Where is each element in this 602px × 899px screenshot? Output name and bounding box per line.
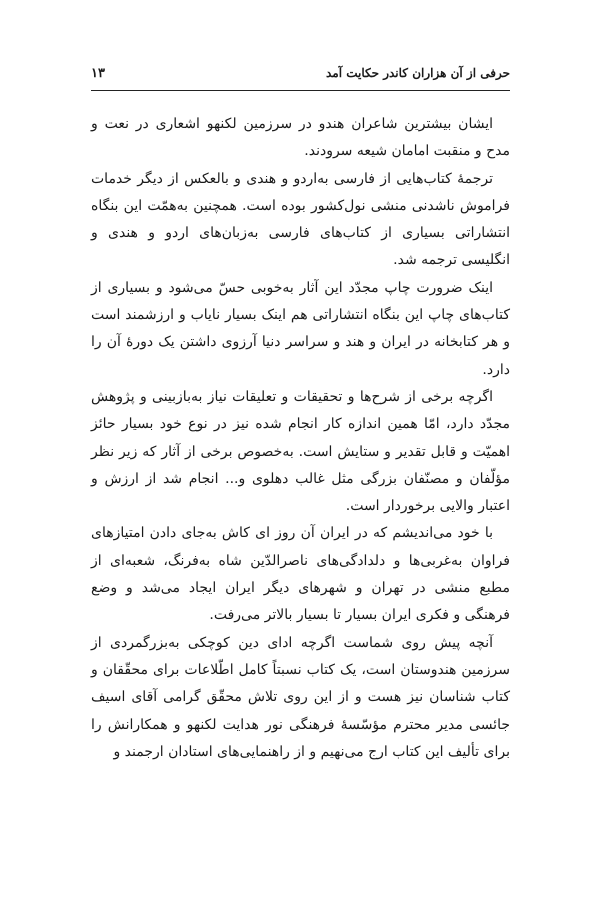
running-header bbox=[91, 66, 510, 88]
paragraph: آنچه پیش روی شماست اگرچه ادای دین کوچکی به‌بزرگمردی از سرزمین هندوستان است، یک کتاب نسبتاً کامل اطّلاعات برای محقّقان و کتاب شناسان نیز هست و از این روی تلاش محقّق گرامی آقای اسیف جائسی مدیر محترم مؤسّسهٔ فرهنگی نور هدایت لکنهو و همکارانش را برای تألیف این کتاب ارج می‌نهیم و از راهنمایی‌های استادان ارجمند و bbox=[91, 634, 510, 760]
paragraph: اگرچه برخی از شرح‌ها و تحقیقات و تعلیقات نیاز به‌بازبینی و پژوهش مجدّد دارد، امّا همین اندازه کار انجام شده نیز در نوع خود بسیار حائز اهمیّت و قابل تقدیر و ستایش است. به‌خصوص برخی از آثار که زیر نظر مؤلّفان و مصنّفان بزرگی مثل غالب دهلوی و... انجام شد از ارزش و اعتبار والایی برخوردار است. bbox=[91, 388, 510, 515]
header-rule bbox=[91, 90, 510, 91]
paragraph: ایشان بیشترین شاعران هندو در سرزمین لکنهو اشعاری در نعت و مدح و منقبت امامان شیعه سرودند. bbox=[91, 116, 510, 160]
page-number: ۱۳ bbox=[91, 66, 105, 81]
paragraph: با خود می‌اندیشم که در ایران آن روز ای کاش به‌جای دادن امتیازهای فراوان به‌غربی‌ها و دلدادگی‌های ناصرالدّین شاه به‌فرنگ، شعبه‌ای از مطبع منشی در تهران و شهرهای دیگر ایران ایجاد می‌شد و وضع فرهنگی و فکری ایران بسیار تا بسیار بالاتر می‌رفت. bbox=[91, 525, 510, 624]
running-title: حرفی از آن هزاران کاندر حکایت آمد bbox=[325, 66, 510, 80]
paragraph: ترجمهٔ کتاب‌هایی از فارسی به‌اردو و هندی و بالعکس از دیگر خدمات فراموش ناشدنی منشی نول‌کشور بوده است. همچنین به‌همّت این بنگاه انتشاراتی بسیاری از کتاب‌های فارسی به‌زبان‌های اردو و هندی و انگلیسی ترجمه شد. bbox=[91, 170, 510, 269]
body-text bbox=[91, 111, 510, 766]
paragraph: اینک ضرورت چاپ مجدّد این آثار به‌خوبی حسّ می‌شود و بسیاری از کتاب‌های چاپ این بنگاه انتشاراتی هم اینک بسیار نایاب و ارزشمند است و هر کتابخانه در ایران و هند و سراسر دنیا آرزوی داشتن یک دورهٔ آن را دارد. bbox=[91, 279, 510, 378]
